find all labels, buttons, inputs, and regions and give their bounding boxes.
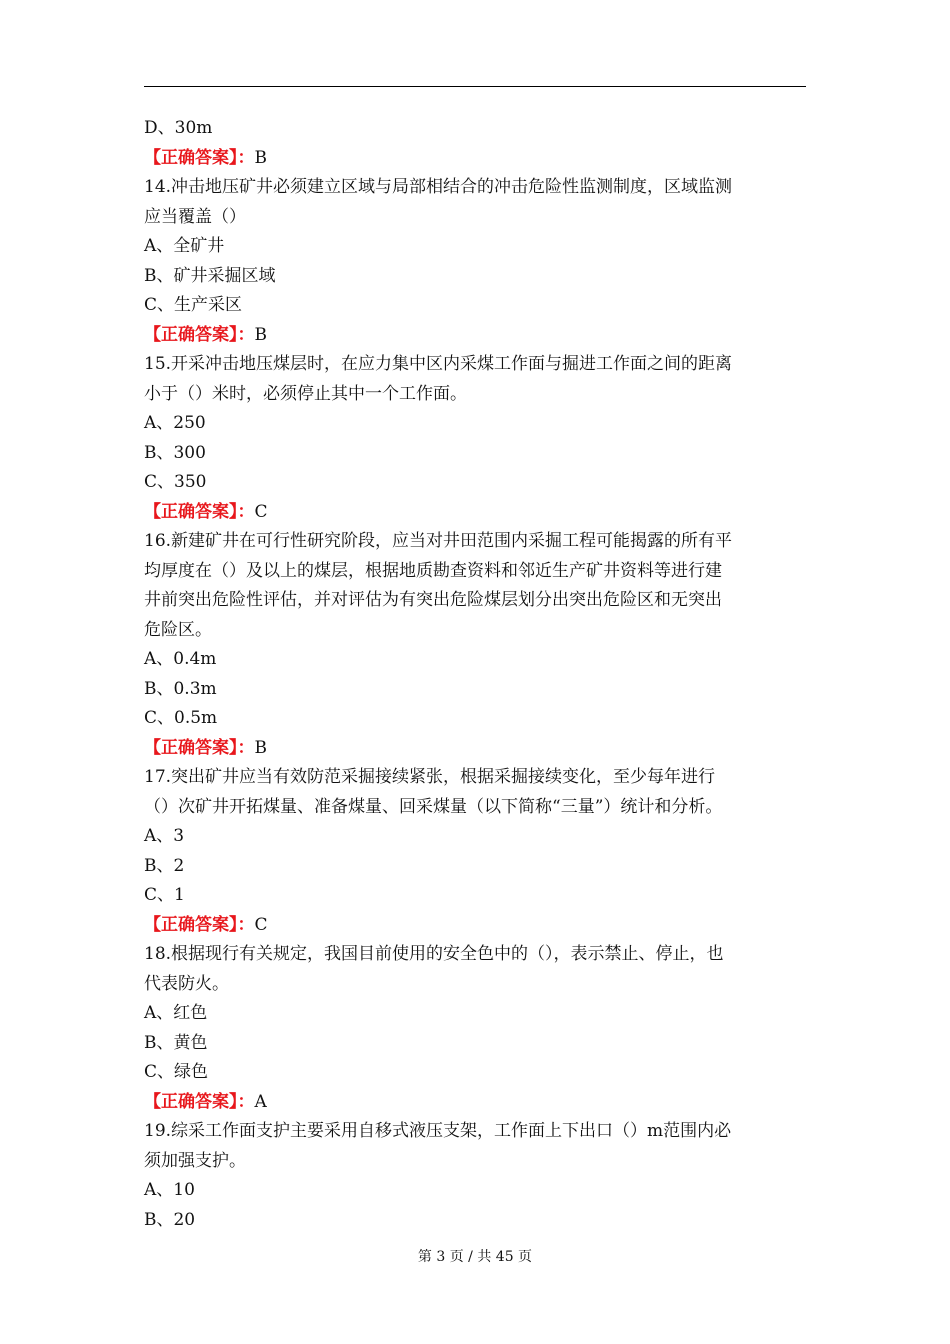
answer-label: 【正确答案】：: [144, 737, 255, 758]
answer-line: [144, 734, 806, 764]
answer-value: B: [254, 324, 267, 345]
answer-label: 【正确答案】：: [144, 501, 255, 522]
option-line: C、生产采区: [144, 295, 243, 315]
option-line: A、红色: [144, 1003, 208, 1023]
page-content: [144, 114, 806, 1235]
question-text-line: 均厚度在（）及以上的煤层，根据地质勘查资料和邻近生产矿井资料等进行建: [144, 560, 722, 581]
option-line: A、10: [144, 1180, 195, 1200]
answer-value: B: [254, 147, 267, 168]
answer-line: [144, 144, 806, 174]
answer-label: 【正确答案】：: [144, 1091, 255, 1112]
answer-line: [144, 911, 806, 941]
question-text-line: 16.新建矿井在可行性研究阶段，应当对井田范围内采掘工程可能揭露的所有平: [144, 531, 733, 551]
option-line: B、黄色: [144, 1032, 208, 1053]
question-text-line: 18.根据现行有关规定，我国目前使用的安全色中的（），表示禁止、停止，也: [144, 944, 724, 964]
option-line: A、250: [144, 413, 206, 433]
option-line: B、矿井采掘区域: [144, 265, 276, 286]
header-rule: [144, 86, 806, 87]
question-text-line: 17.突出矿井应当有效防范采掘接续紧张，根据采掘接续变化，至少每年进行: [144, 767, 716, 787]
question-block: [144, 350, 806, 527]
option-line: B、2: [144, 855, 185, 876]
option-line: B、20: [144, 1209, 196, 1230]
answer-label: 【正确答案】：: [144, 147, 255, 168]
question-text-line: 井前突出危险性评估，并对评估为有突出危险煤层划分出突出危险区和无突出: [144, 590, 722, 610]
option-line: C、0.5m: [144, 708, 218, 728]
question-block: [144, 173, 806, 350]
option-line: C、1: [144, 885, 185, 905]
option-line: B、300: [144, 442, 206, 463]
question-block: [144, 763, 806, 940]
question-block: [144, 1117, 806, 1235]
option-line: C、350: [144, 472, 207, 492]
answer-value: C: [254, 914, 268, 935]
option-line: A、3: [144, 826, 185, 846]
option-line: C、绿色: [144, 1062, 209, 1082]
option-line: D、30m: [144, 118, 213, 138]
question-text-line: 应当覆盖（）: [144, 206, 246, 227]
question-text-line: 危险区。: [144, 619, 212, 640]
question-block: [144, 940, 806, 1117]
option-line: A、0.4m: [144, 649, 217, 669]
answer-line: [144, 498, 806, 528]
question-text-line: 小于（）米时，必须停止其中一个工作面。: [144, 383, 467, 404]
question-text-line: 19.综采工作面支护主要采用自移式液压支架，工作面上下出口（）m范围内必: [144, 1121, 732, 1141]
question-text-line: 14.冲击地压矿井必须建立区域与局部相结合的冲击危险性监测制度，区域监测: [144, 177, 733, 197]
question-block: [144, 527, 806, 763]
answer-line: [144, 1088, 806, 1118]
question-list: [144, 173, 806, 1235]
answer-value: A: [254, 1091, 267, 1112]
question-text-line: 代表防火。: [144, 973, 229, 994]
question-text-line: 须加强支护。: [144, 1150, 246, 1171]
answer-value: B: [254, 737, 267, 758]
option-line: A、全矿井: [144, 236, 225, 256]
carryover-block: [144, 114, 806, 173]
answer-label: 【正确答案】：: [144, 324, 255, 345]
answer-value: C: [254, 501, 268, 522]
question-text-line: （）次矿井开拓煤量、准备煤量、回采煤量（以下简称“三量”）统计和分析。: [144, 796, 723, 817]
question-text-line: 15.开采冲击地压煤层时，在应力集中区内采煤工作面与掘进工作面之间的距离: [144, 354, 733, 374]
page-footer: 第 3 页 / 共 45 页: [417, 1249, 533, 1265]
option-line: B、0.3m: [144, 678, 217, 699]
answer-line: [144, 321, 806, 351]
answer-label: 【正确答案】：: [144, 914, 255, 935]
